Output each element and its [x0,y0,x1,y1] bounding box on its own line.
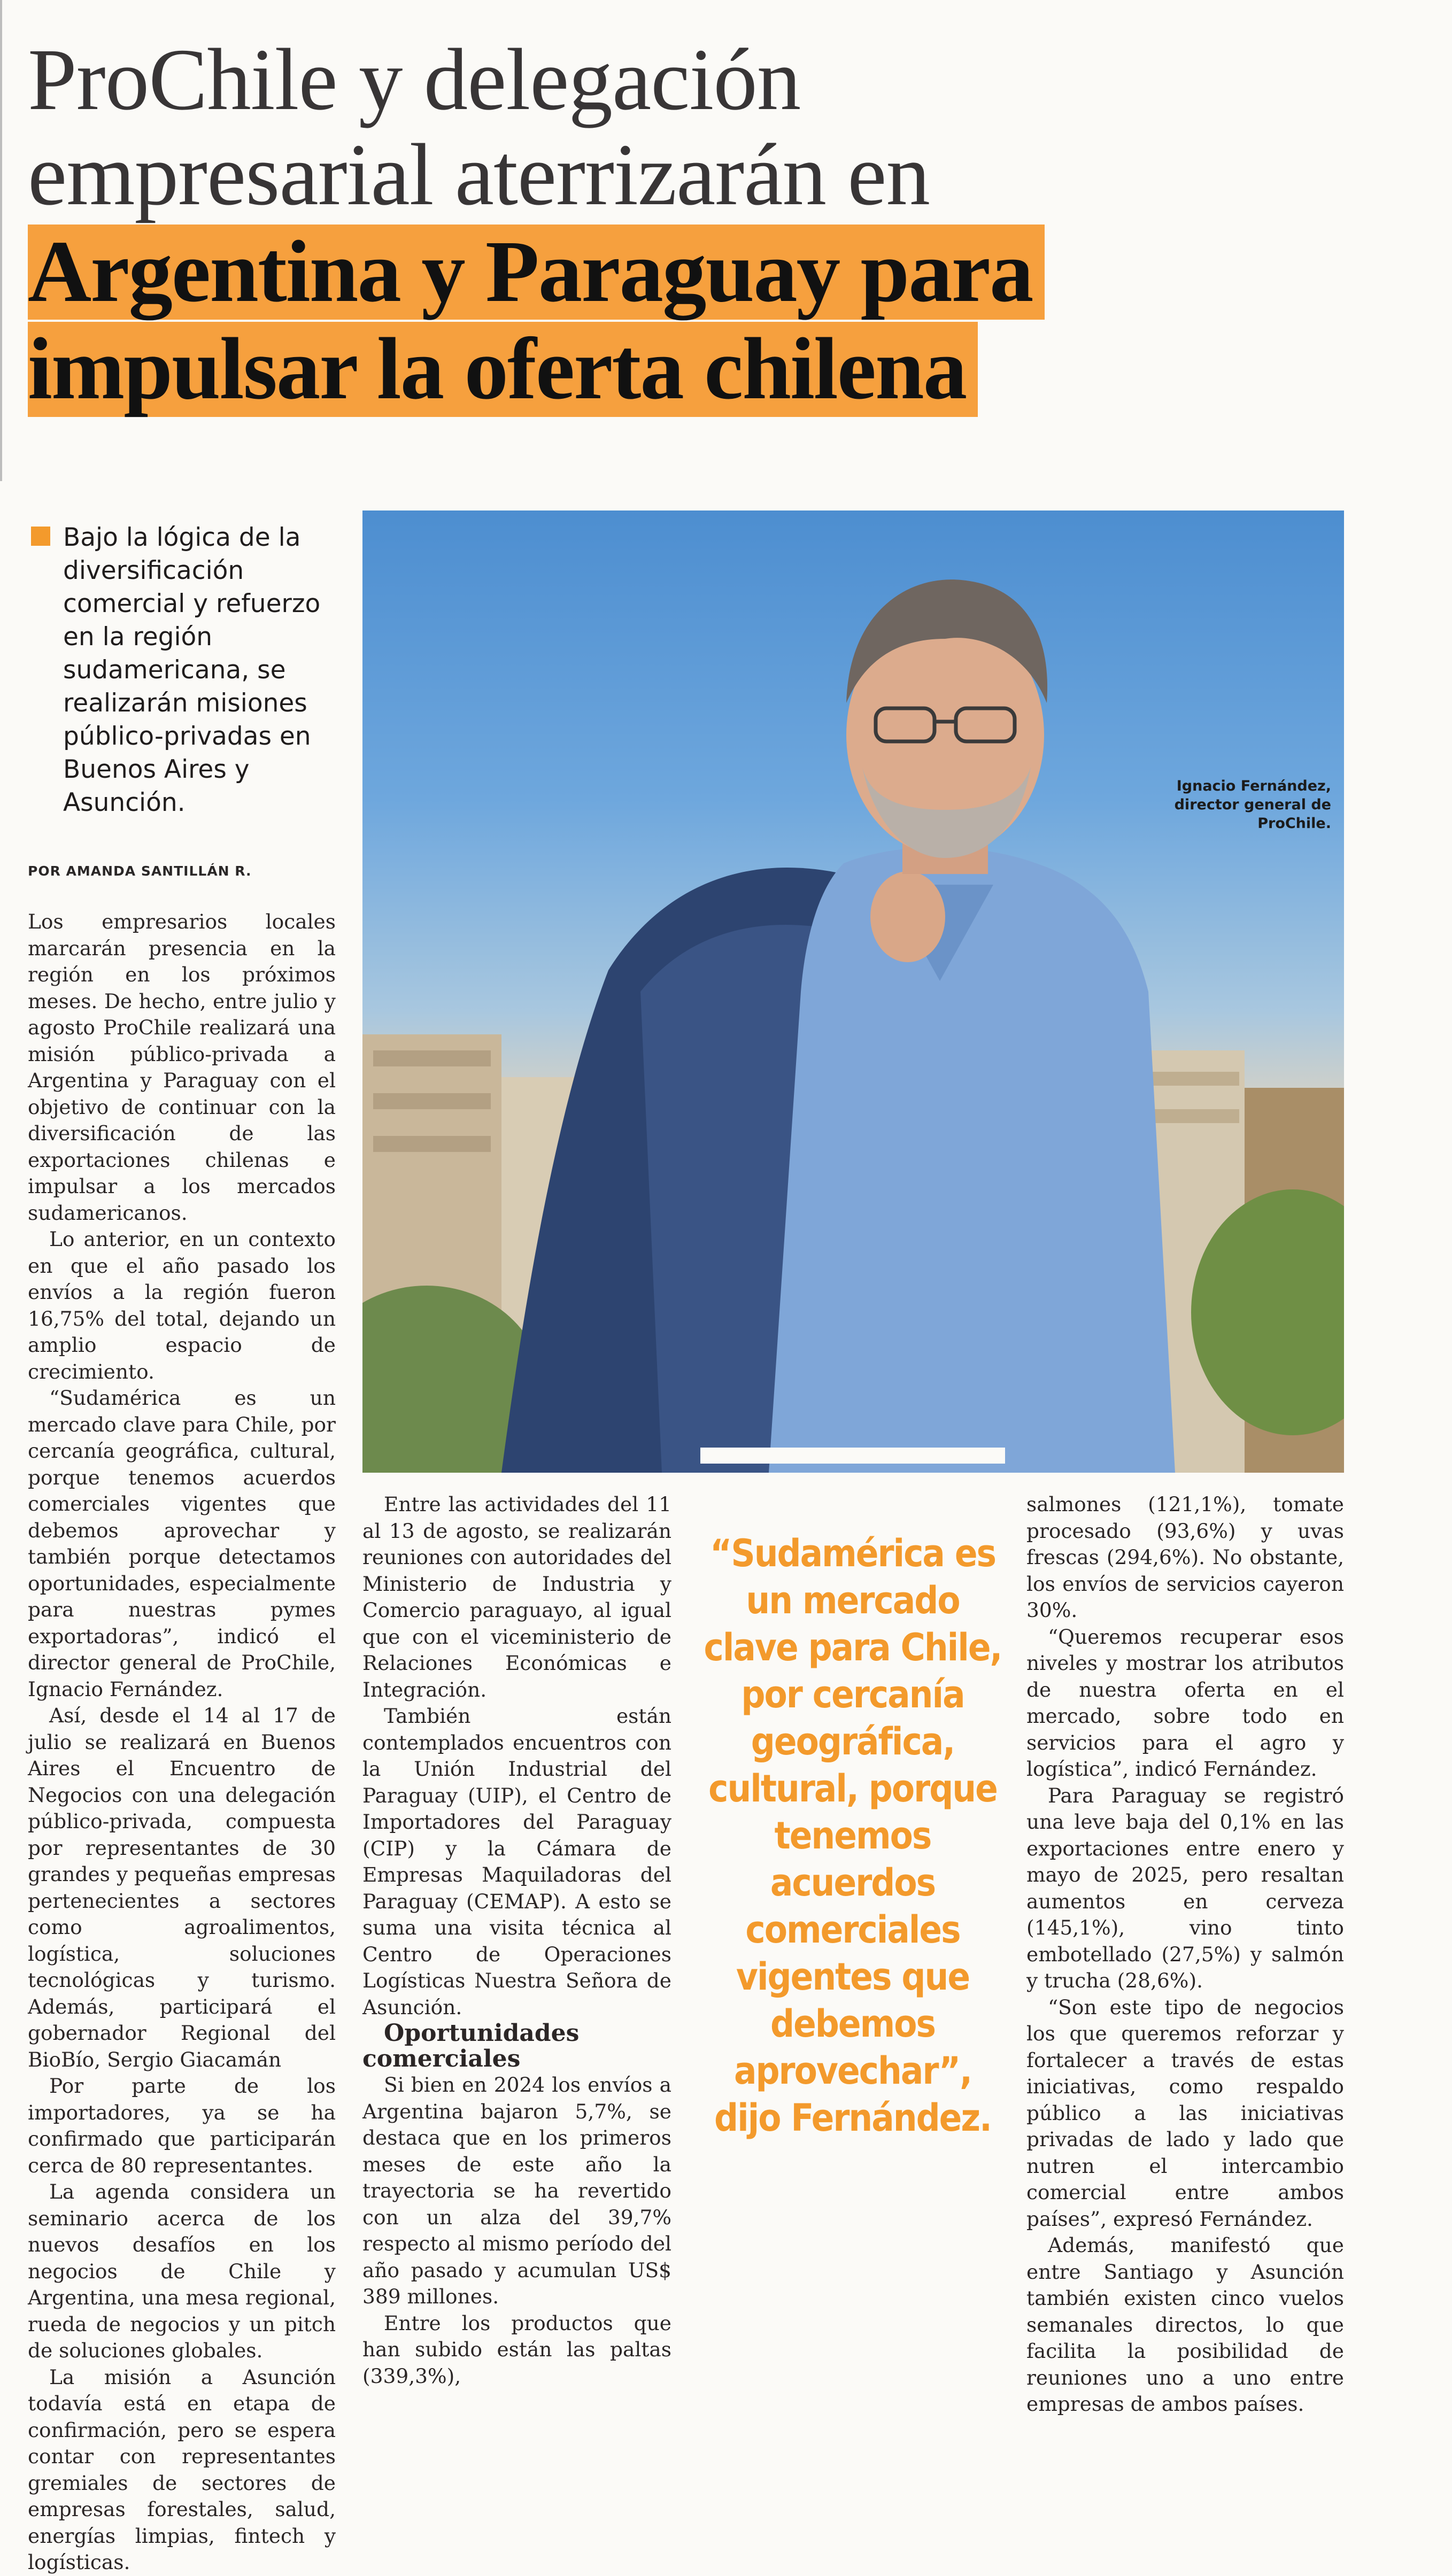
body-column-1 [28,909,336,2576]
pull-quote [700,1530,1005,2141]
page-edge-rule [0,0,2,481]
pull-quote-text: “Sudamérica es un mercado clave para Chile, por cercanía geográfica, cultural, porque tenemos acuerdos comerciales vigentes que debemos aprovechar”, [704,1531,1002,2093]
paragraph: La agenda considera un seminario acerca de los nuevos desafíos en los negocios de Chile y Argentina, una mesa regional, rueda de negocios y un pitch de soluciones globales. [28,2180,336,2362]
hand [870,871,945,962]
body-column-2 [362,1491,671,2389]
lead-summary [31,521,352,819]
headline-highlight-2: impulsar la oferta chilena [28,322,978,417]
paragraph: “Queremos recuperar esos niveles y mostrar los atributos de nuestra oferta en el mercado, sobre todo en servicios para el agro y logística”, indicó Fernández. [1026,1624,1344,1781]
paragraph: Además, manifestó que entre Santiago y Asunción también existen cinco vuelos semanales directos, lo que facilita la posibilidad de reuniones uno a uno entre empresas de ambos países. [1026,2233,1344,2416]
paragraph: Por parte de los importadores, ya se ha confirmado que participarán cerca de 80 representantes. [28,2074,336,2177]
section-subhead: Oportunidades comerciales [362,2020,580,2072]
headline-line-1: ProChile y delegación [28,30,801,128]
caption-line-2: director general de [1174,796,1331,813]
photo-caption [1160,777,1331,833]
paragraph: “Sudamérica es un mercado clave para Chile, por cercanía geográfica, cultural, porque tenemos acuerdos comerciales vigentes que debemos aprovechar y también porque detectamos oportunidades, especialmente para nuestras pymes exportadoras”, indicó el director general de ProChile, Ignacio Fernández. [28,1386,336,1701]
paragraph: Así, desde el 14 al 17 de julio se realizará en Buenos Aires el Encuentro de Negocios con una delegación público-privada, compuesta por representantes de 30 grandes y pequeñas empresas pertenecientes a sectores como agroalimentos, logística, soluciones tecnológicas y turismo. Además, participará el gobernador Regional del BioBío, Sergio Giacamán [28,1704,336,2071]
paragraph: La misión a Asunción todavía está en etapa de confirmación, pero se espera contar con representantes gremiales de sectores de empresas forestales, salud, energías limpias, fintech y logísticas. [28,2365,336,2574]
paragraph: Para Paraguay se registró una leve baja del 0,1% en las exportaciones entre enero y mayo de 2025, pero resaltan aumentos en cerveza (145,1%), vino tinto embotellado (27,5%) y salmón y trucha (28,6%). [1026,1783,1344,1992]
body-column-3 [1026,1491,1344,2418]
paragraph: Lo anterior, en un contexto en que el año pasado los envíos a la región fueron 16,75% del total, dejando un amplio espacio de crecimiento. [28,1227,336,1383]
paragraph: También están contemplados encuentros con la Unión Industrial del Paraguay (UIP), el Centro de Importadores del Paraguay (CIP) y la Cámara de Empresas Maquiladoras del Paraguay (CEMAP). A esto se suma una visita técnica al Centro de Operaciones Logísticas Nuestra Señora de Asunción. [362,1704,671,2019]
portrait-illustration [362,510,1344,1473]
byline: POR AMANDA SANTILLÁN R. [28,863,252,879]
headline [28,32,1418,417]
caption-line-3: ProChile. [1257,815,1331,832]
caption-line-1: Ignacio Fernández, [1176,778,1331,794]
portrait-photo [362,510,1344,1473]
pull-quote-attribution: dijo Fernández. [714,2096,991,2140]
lead-text: Bajo la lógica de la diversificación comercial y refuerzo en la región sudamericana, se realizarán misiones público-privadas en Buenos Aires y Asunción. [63,523,321,817]
headline-highlight-1: Argentina y Paraguay para [28,225,1045,320]
bullet-square-icon [31,527,50,546]
quote-box-top [700,1448,1005,1464]
paragraph: Entre los productos que han subido están las paltas (339,3%), [362,2311,671,2388]
paragraph: Entre las actividades del 11 al 13 de agosto, se realizarán reuniones con autoridades del Ministerio de Industria y Comercio paraguayo, al igual que con el viceministerio de Relaciones Económicas e Integración. [362,1492,671,1701]
paragraph: Si bien en 2024 los envíos a Argentina bajaron 5,7%, se destaca que en los primeros meses de este año la trayectoria se ha revertido con un alza del 39,7% respecto al mismo período del año pasado y acumulan US$ 389 millones. [362,2073,671,2308]
shirt [769,847,1175,1473]
paragraph: Los empresarios locales marcarán presencia en la región en los próximos meses. De hecho, entre julio y agosto ProChile realizará una misión público-privada a Argentina y Paraguay con el objetivo de continuar con la diversificación de las exportaciones chilenas e impulsar a los mercados sudamericanos. [28,910,336,1225]
paragraph: salmones (121,1%), tomate procesado (93,6%) y uvas frescas (294,6%). No obstante, los envíos de servicios cayeron 30%. [1026,1492,1344,1622]
paragraph: “Son este tipo de negocios los que queremos reforzar y fortalecer a través de estas iniciativas, como respaldo público a las iniciativas privadas de lado y lado que nutren el intercambio comercial entre ambos países”, expresó Fernández. [1026,1995,1344,2231]
headline-line-2: empresarial aterrizarán en [28,126,930,223]
